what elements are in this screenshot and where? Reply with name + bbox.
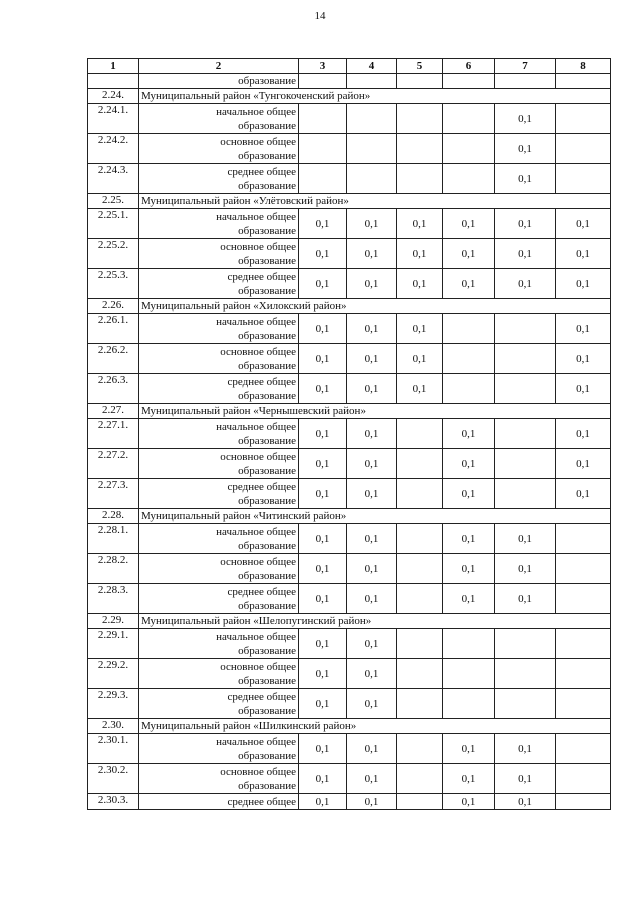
value-cell: 0,1	[556, 314, 611, 344]
education-level-line: начальное общее	[216, 420, 296, 433]
value-cell	[397, 134, 443, 164]
value-cell: 0,1	[556, 344, 611, 374]
education-level-line: образование	[238, 179, 296, 192]
row-number: 2.26.2.	[88, 344, 139, 374]
education-level-line: начальное общее	[216, 630, 296, 643]
value-cell	[556, 629, 611, 659]
value-cell	[443, 629, 495, 659]
education-level	[139, 479, 299, 509]
education-level	[139, 374, 299, 404]
value-cell: 0,1	[443, 764, 495, 794]
value-cell	[397, 479, 443, 509]
value-cell: 0,1	[397, 269, 443, 299]
education-level-row	[88, 239, 611, 269]
district-number: 2.24.	[88, 89, 139, 104]
column-header: 1	[88, 59, 139, 74]
education-level-line: начальное общее	[216, 105, 296, 118]
column-header: 2	[139, 59, 299, 74]
education-level	[139, 269, 299, 299]
district-number: 2.27.	[88, 404, 139, 419]
value-cell: 0,1	[299, 764, 347, 794]
value-cell: 0,1	[299, 524, 347, 554]
education-level-line: образование	[238, 119, 296, 132]
row-number: 2.27.1.	[88, 419, 139, 449]
value-cell: 0,1	[495, 104, 556, 134]
column-header: 7	[495, 59, 556, 74]
value-cell: 0,1	[347, 269, 397, 299]
value-cell	[443, 164, 495, 194]
education-level-line: среднее общее	[227, 165, 296, 178]
value-cell	[397, 794, 443, 810]
value-cell: 0,1	[495, 239, 556, 269]
row-number: 2.28.1.	[88, 524, 139, 554]
education-level-row	[88, 134, 611, 164]
education-level	[139, 164, 299, 194]
value-cell: 0,1	[299, 314, 347, 344]
education-level	[139, 239, 299, 269]
value-cell	[443, 659, 495, 689]
value-cell: 0,1	[495, 584, 556, 614]
district-title: Муниципальный район «Улётовский район»	[139, 194, 611, 209]
value-cell: 0,1	[299, 239, 347, 269]
row-number: 2.25.3.	[88, 269, 139, 299]
education-level-line: начальное общее	[216, 210, 296, 223]
row-number: 2.26.3.	[88, 374, 139, 404]
education-level-row	[88, 479, 611, 509]
value-cell: 0,1	[347, 584, 397, 614]
value-cell	[397, 554, 443, 584]
education-level	[139, 629, 299, 659]
value-cell	[556, 659, 611, 689]
value-cell: 0,1	[443, 209, 495, 239]
allocation-table	[87, 58, 611, 810]
row-number: 2.30.1.	[88, 734, 139, 764]
row-number: 2.24.3.	[88, 164, 139, 194]
value-cell	[397, 629, 443, 659]
education-level	[139, 524, 299, 554]
education-level-row	[88, 659, 611, 689]
education-level	[139, 659, 299, 689]
column-header: 6	[443, 59, 495, 74]
education-level	[139, 764, 299, 794]
column-header: 8	[556, 59, 611, 74]
value-cell: 0,1	[397, 239, 443, 269]
value-cell: 0,1	[299, 629, 347, 659]
education-level-line: основное общее	[220, 555, 296, 568]
education-level-row	[88, 209, 611, 239]
value-cell: 0,1	[299, 689, 347, 719]
education-level-line: среднее общее	[227, 480, 296, 493]
value-cell	[495, 689, 556, 719]
value-cell: 0,1	[397, 209, 443, 239]
education-level-line: среднее общее	[227, 375, 296, 388]
value-cell: 0,1	[397, 344, 443, 374]
row-number: 2.28.2.	[88, 554, 139, 584]
value-cell: 0,1	[443, 794, 495, 810]
education-level-row	[88, 344, 611, 374]
row-number: 2.24.2.	[88, 134, 139, 164]
education-level-line: образование	[238, 704, 296, 717]
row-number: 2.29.3.	[88, 689, 139, 719]
value-cell: 0,1	[347, 419, 397, 449]
education-level-row	[88, 584, 611, 614]
education-level-row	[88, 374, 611, 404]
education-level-line: образование	[238, 644, 296, 657]
column-header: 4	[347, 59, 397, 74]
column-header: 5	[397, 59, 443, 74]
district-title: Муниципальный район «Хилокский район»	[139, 299, 611, 314]
district-number: 2.25.	[88, 194, 139, 209]
district-title: Муниципальный район «Шелопугинский район»	[139, 614, 611, 629]
value-cell: 0,1	[397, 314, 443, 344]
value-cell: 0,1	[556, 479, 611, 509]
value-cell	[397, 689, 443, 719]
education-level-line: образование	[238, 464, 296, 477]
education-level	[139, 209, 299, 239]
row-number: 2.27.3.	[88, 479, 139, 509]
value-cell	[495, 374, 556, 404]
value-cell: 0,1	[347, 479, 397, 509]
district-number: 2.26.	[88, 299, 139, 314]
education-level-line: образование	[238, 224, 296, 237]
district-number: 2.28.	[88, 509, 139, 524]
district-row	[88, 509, 611, 524]
education-level-line: среднее общее	[227, 270, 296, 283]
value-cell: 0,1	[347, 734, 397, 764]
district-row	[88, 194, 611, 209]
value-cell	[556, 794, 611, 810]
value-cell	[556, 134, 611, 164]
row-number: 2.25.2.	[88, 239, 139, 269]
value-cell	[397, 764, 443, 794]
education-level-line: образование	[238, 359, 296, 372]
value-cell	[397, 659, 443, 689]
value-cell	[299, 164, 347, 194]
education-level	[139, 344, 299, 374]
education-level-line: образование	[238, 599, 296, 612]
value-cell	[299, 134, 347, 164]
education-level-line: основное общее	[220, 240, 296, 253]
value-cell: 0,1	[347, 659, 397, 689]
education-level-line: образование	[238, 494, 296, 507]
education-level-line: основное общее	[220, 135, 296, 148]
education-level	[139, 449, 299, 479]
value-cell: 0,1	[347, 374, 397, 404]
value-cell	[397, 164, 443, 194]
value-cell	[556, 104, 611, 134]
value-cell	[443, 134, 495, 164]
page-number: 14	[314, 10, 326, 22]
column-header: 3	[299, 59, 347, 74]
value-cell	[443, 314, 495, 344]
value-cell: 0,1	[347, 689, 397, 719]
row-number: 2.29.1.	[88, 629, 139, 659]
value-cell	[443, 344, 495, 374]
education-level-line: образование	[238, 389, 296, 402]
district-row	[88, 299, 611, 314]
value-cell: 0,1	[443, 524, 495, 554]
value-cell	[556, 689, 611, 719]
education-level-line: образование	[238, 434, 296, 447]
header-row	[88, 59, 611, 74]
education-level	[139, 689, 299, 719]
education-level-row	[88, 734, 611, 764]
education-level-line: начальное общее	[216, 315, 296, 328]
value-cell	[495, 659, 556, 689]
value-cell	[397, 419, 443, 449]
district-title: Муниципальный район «Шилкинский район»	[139, 719, 611, 734]
education-level-row	[88, 419, 611, 449]
value-cell	[495, 449, 556, 479]
value-cell: 0,1	[299, 659, 347, 689]
education-level-row	[88, 164, 611, 194]
value-cell: 0,1	[443, 269, 495, 299]
value-cell	[347, 164, 397, 194]
education-level	[139, 554, 299, 584]
value-cell	[495, 314, 556, 344]
district-title: Муниципальный район «Чернышевский район»	[139, 404, 611, 419]
value-cell	[347, 104, 397, 134]
education-level	[139, 134, 299, 164]
value-cell	[299, 104, 347, 134]
value-cell: 0,1	[495, 794, 556, 810]
education-level	[139, 104, 299, 134]
value-cell: 0,1	[299, 374, 347, 404]
education-level-row	[88, 449, 611, 479]
value-cell: 0,1	[556, 449, 611, 479]
education-level-line: образование	[238, 749, 296, 762]
row-number: 2.30.3.	[88, 794, 139, 810]
education-level-line: начальное общее	[216, 735, 296, 748]
value-cell: 0,1	[443, 554, 495, 584]
value-cell: 0,1	[347, 209, 397, 239]
value-cell	[556, 764, 611, 794]
value-cell	[397, 584, 443, 614]
row-number: 2.27.2.	[88, 449, 139, 479]
row-number: 2.24.1.	[88, 104, 139, 134]
education-level-line: образование	[238, 569, 296, 582]
education-level-row	[88, 689, 611, 719]
value-cell	[495, 479, 556, 509]
value-cell: 0,1	[443, 449, 495, 479]
continuation-row	[88, 74, 611, 89]
value-cell	[397, 449, 443, 479]
district-title: Муниципальный район «Тунгокоченский район»	[139, 89, 611, 104]
value-cell: 0,1	[443, 419, 495, 449]
education-level-row	[88, 764, 611, 794]
value-cell	[443, 689, 495, 719]
row-number: 2.30.2.	[88, 764, 139, 794]
value-cell: 0,1	[299, 734, 347, 764]
value-cell: 0,1	[347, 629, 397, 659]
education-level-line: образование	[238, 674, 296, 687]
value-cell: 0,1	[299, 419, 347, 449]
education-level-line: образование	[238, 779, 296, 792]
value-cell: 0,1	[299, 269, 347, 299]
education-level-row	[88, 794, 611, 810]
value-cell	[556, 584, 611, 614]
value-cell: 0,1	[495, 734, 556, 764]
value-cell	[556, 734, 611, 764]
value-cell: 0,1	[347, 764, 397, 794]
value-cell: 0,1	[347, 794, 397, 810]
education-level-line: образование	[238, 284, 296, 297]
education-level-line: образование	[238, 539, 296, 552]
value-cell: 0,1	[347, 239, 397, 269]
education-level-line: основное общее	[220, 660, 296, 673]
value-cell	[495, 419, 556, 449]
value-cell: 0,1	[443, 584, 495, 614]
value-cell	[495, 344, 556, 374]
education-level-line: среднее общее	[227, 585, 296, 598]
value-cell	[443, 374, 495, 404]
education-level-row	[88, 314, 611, 344]
value-cell: 0,1	[556, 269, 611, 299]
district-number: 2.30.	[88, 719, 139, 734]
district-row	[88, 719, 611, 734]
education-level-line: образование	[238, 254, 296, 267]
value-cell: 0,1	[347, 554, 397, 584]
education-level-line: основное общее	[220, 345, 296, 358]
education-level-row	[88, 524, 611, 554]
district-title: Муниципальный район «Читинский район»	[139, 509, 611, 524]
education-level-row	[88, 269, 611, 299]
district-row	[88, 89, 611, 104]
value-cell: 0,1	[556, 374, 611, 404]
education-level	[139, 419, 299, 449]
district-row	[88, 404, 611, 419]
education-level-line: образование	[238, 329, 296, 342]
value-cell: 0,1	[443, 734, 495, 764]
value-cell: 0,1	[443, 239, 495, 269]
value-cell: 0,1	[495, 554, 556, 584]
education-level-row	[88, 104, 611, 134]
value-cell: 0,1	[556, 209, 611, 239]
row-number: 2.26.1.	[88, 314, 139, 344]
value-cell	[397, 104, 443, 134]
value-cell: 0,1	[299, 479, 347, 509]
value-cell: 0,1	[495, 209, 556, 239]
education-level-line: начальное общее	[216, 525, 296, 538]
row-number: 2.25.1.	[88, 209, 139, 239]
value-cell	[347, 134, 397, 164]
education-level-row	[88, 554, 611, 584]
value-cell: 0,1	[495, 134, 556, 164]
value-cell: 0,1	[299, 554, 347, 584]
value-cell	[397, 734, 443, 764]
district-number: 2.29.	[88, 614, 139, 629]
value-cell: 0,1	[299, 794, 347, 810]
education-level-line: образование	[238, 149, 296, 162]
value-cell: 0,1	[347, 314, 397, 344]
value-cell	[556, 524, 611, 554]
education-level-line: среднее общее	[227, 690, 296, 703]
value-cell: 0,1	[299, 209, 347, 239]
value-cell: 0,1	[299, 344, 347, 374]
education-level	[139, 314, 299, 344]
value-cell	[556, 164, 611, 194]
value-cell	[495, 629, 556, 659]
value-cell: 0,1	[347, 449, 397, 479]
education-level-line: основное общее	[220, 765, 296, 778]
value-cell	[397, 524, 443, 554]
value-cell	[556, 554, 611, 584]
value-cell: 0,1	[299, 584, 347, 614]
row-number: 2.28.3.	[88, 584, 139, 614]
district-row	[88, 614, 611, 629]
value-cell: 0,1	[347, 344, 397, 374]
value-cell: 0,1	[495, 524, 556, 554]
value-cell: 0,1	[556, 239, 611, 269]
continuation-text: образование	[139, 74, 299, 89]
education-level	[139, 584, 299, 614]
value-cell: 0,1	[397, 374, 443, 404]
value-cell: 0,1	[495, 764, 556, 794]
value-cell: 0,1	[556, 419, 611, 449]
value-cell: 0,1	[443, 479, 495, 509]
education-level	[139, 734, 299, 764]
value-cell: 0,1	[495, 269, 556, 299]
value-cell: 0,1	[347, 524, 397, 554]
education-level-line: основное общее	[220, 450, 296, 463]
education-level-row	[88, 629, 611, 659]
value-cell	[443, 104, 495, 134]
value-cell: 0,1	[299, 449, 347, 479]
education-level-line: среднее общее	[139, 794, 299, 810]
value-cell: 0,1	[495, 164, 556, 194]
row-number: 2.29.2.	[88, 659, 139, 689]
